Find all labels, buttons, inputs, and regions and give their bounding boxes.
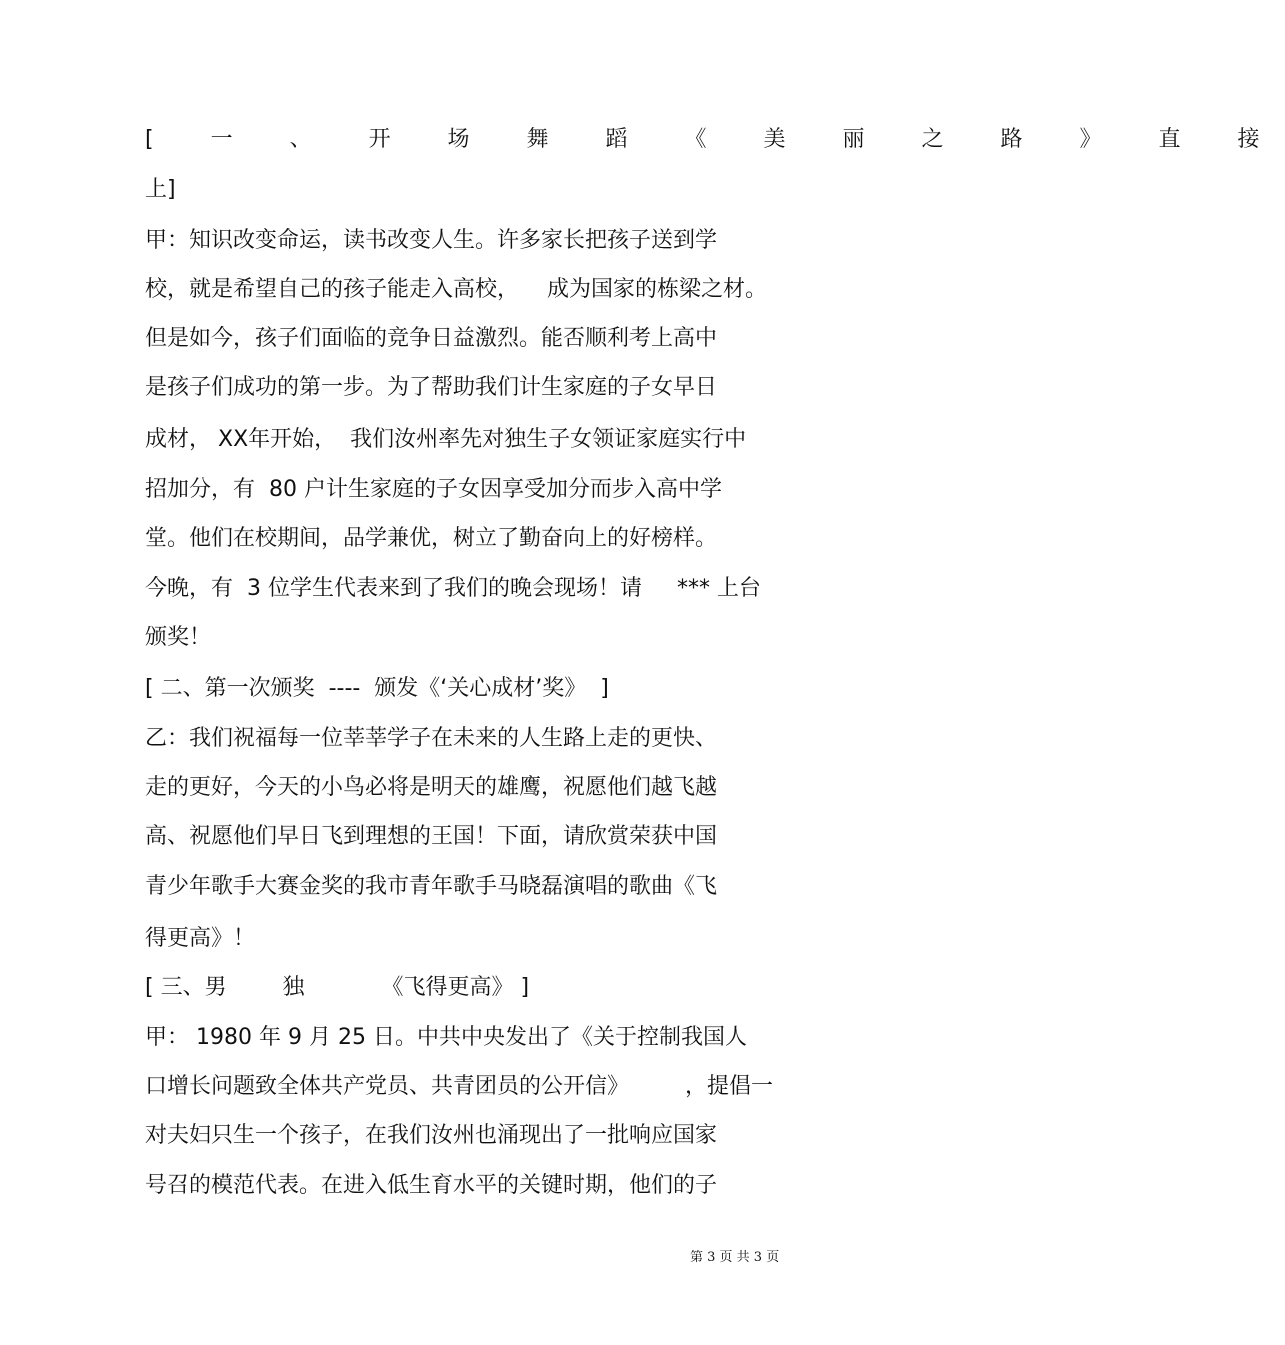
text-line: 对夫妇只生一个孩子，在我们汝州也涌现出了一批响应国家: [145, 1123, 718, 1148]
text-line: 口增长问题致全体共产党员、共青团员的公开信》 ，提倡一: [145, 1074, 773, 1099]
text-line: 青少年歌手大赛金奖的我市青年歌手马晓磊演唱的歌曲《飞: [145, 874, 718, 899]
text-line: 招加分，有 80 户计生家庭的子女因享受加分而步入高中学: [145, 477, 722, 502]
text-line: 今晚，有 3 位学生代表来到了我们的晚会现场！请 *** 上台: [145, 576, 761, 601]
section-heading-3: [ 三、男 独 《飞得更高》 ]: [145, 975, 530, 1000]
text-line: 得更高》！: [145, 926, 256, 951]
text-line: 是孩子们成功的第一步。为了帮助我们计生家庭的子女早日: [145, 375, 718, 400]
text-line: 成材， XX年开始， 我们汝州率先对独生子女领证家庭实行中: [145, 427, 747, 452]
text-line: 但是如今，孩子们面临的竞争日益激烈。能否顺利考上高中: [145, 326, 718, 351]
section-heading-2: [ 二、第一次颁奖 ---- 颁发《‘关心成材’奖》 ]: [145, 676, 609, 701]
text-line: 上]: [145, 177, 176, 202]
text-line: 颁奖！: [145, 625, 212, 650]
text-line: 号召的模范代表。在进入低生育水平的关键时期，他们的子: [145, 1173, 718, 1198]
text-line: 甲： 1980 年 9 月 25 日。中共中央发出了《关于控制我国人: [145, 1025, 747, 1050]
text-line: 校，就是希望自己的孩子能走入高校， 成为国家的栋梁之材。: [145, 277, 767, 302]
text-line: 乙：我们祝福每一位莘莘学子在未来的人生路上走的更快、: [145, 726, 718, 751]
text-line: 走的更好，今天的小鸟必将是明天的雄鹰，祝愿他们越飞越: [145, 775, 718, 800]
text-line: 甲：知识改变命运，读书改变人生。许多家长把孩子送到学: [145, 228, 718, 253]
page-number-footer: 第 3 页 共 3 页: [690, 1250, 780, 1265]
text-line: 堂。他们在校期间，品学兼优，树立了勤奋向上的好榜样。: [145, 526, 718, 551]
text-line: 高、祝愿他们早日飞到理想的王国！下面，请欣赏荣获中国: [145, 824, 718, 849]
section-heading-1: [ 一 、 开 场 舞 蹈 《 美 丽 之 路 》 直 接: [145, 127, 1285, 152]
